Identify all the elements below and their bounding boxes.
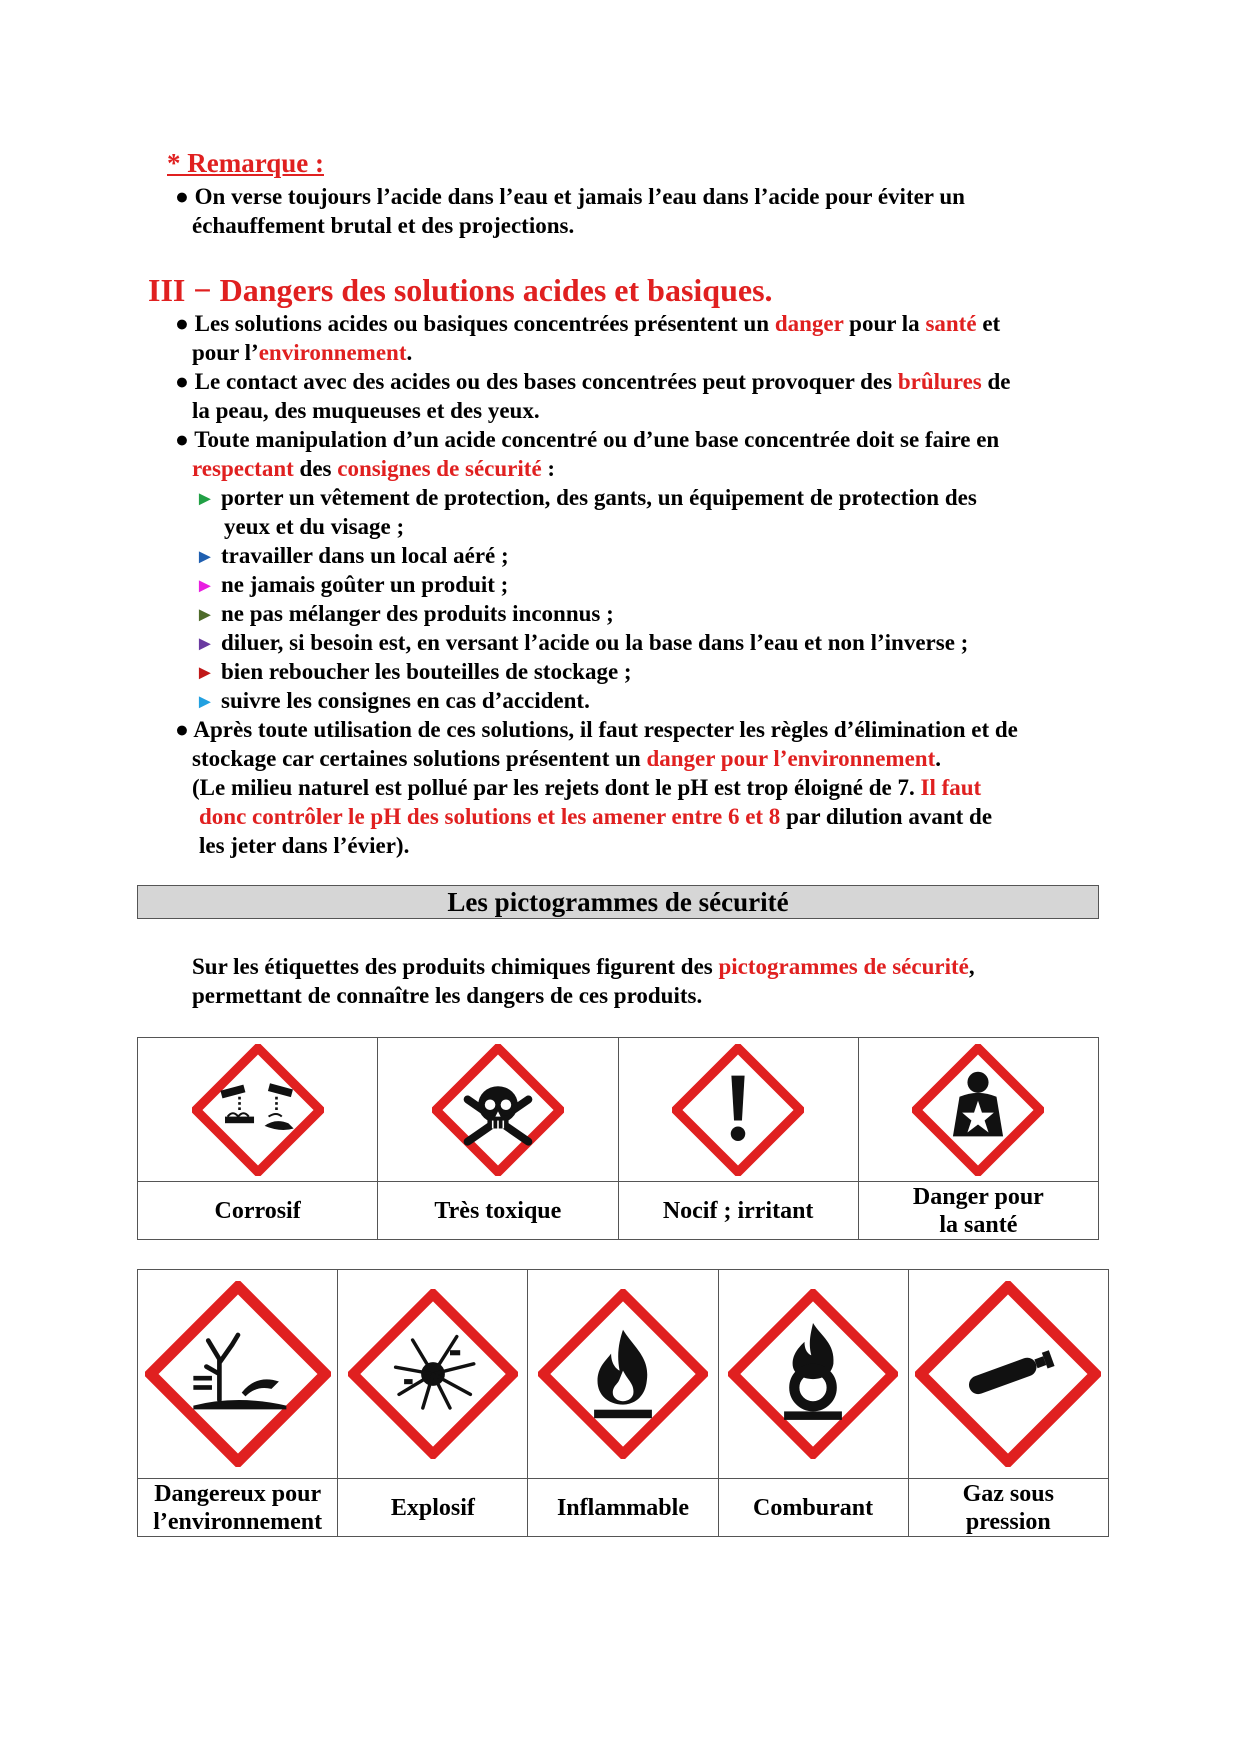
section-title: III − Dangers des solutions acides et basiques.	[148, 272, 773, 308]
arrow-right-icon: ►	[195, 604, 215, 626]
environment-hazard-icon	[145, 1281, 331, 1467]
safety-item-6: ► bien reboucher les bouteilles de stockage ;	[195, 657, 632, 688]
pictos-intro-line-2: permettant de connaître les dangers de ces produits.	[192, 983, 703, 1008]
explosive-icon	[348, 1289, 518, 1459]
para-2-line-2: la peau, des muqueuses et des yeux.	[192, 398, 540, 423]
para-4-line-5: les jeter dans l’évier).	[199, 833, 410, 858]
safety-item-2: ► travailler dans un local aéré ;	[195, 541, 509, 572]
arrow-right-icon: ►	[195, 691, 215, 713]
label-health-danger: Danger pour la santé	[858, 1182, 1098, 1240]
label-oxidizing: Comburant	[718, 1479, 908, 1537]
safety-item-3: ► ne jamais goûter un produit ;	[195, 570, 508, 601]
picto-cell-oxidizing	[718, 1270, 908, 1479]
safety-item-4: ► ne pas mélanger des produits inconnus ;	[195, 599, 614, 630]
para-1-line-1: ● Les solutions acides ou basiques concentrées présentent un danger pour la santé et	[175, 311, 1001, 336]
flame-over-circle-icon	[728, 1289, 898, 1459]
arrow-right-icon: ►	[195, 575, 215, 597]
label-gas-pressure: Gaz sous pression	[908, 1479, 1108, 1537]
para-4-line-2: stockage car certaines solutions présentent un danger pour l’environnement.	[192, 746, 941, 771]
safety-item-1: ► porter un vêtement de protection, des gants, un équipement de protection des	[195, 483, 977, 514]
arrow-right-icon: ►	[195, 546, 215, 568]
label-corrosive: Corrosif	[138, 1182, 378, 1240]
arrow-right-icon: ►	[195, 488, 215, 510]
label-explosive: Explosif	[338, 1479, 528, 1537]
safety-item-7: ► suivre les consignes en cas d’accident.	[195, 686, 590, 717]
picto-cell-harmful	[618, 1038, 858, 1182]
arrow-right-icon: ►	[195, 633, 215, 655]
para-4-line-3: (Le milieu naturel est pollué par les rejets dont le pH est trop éloigné de 7. Il faut	[192, 775, 982, 800]
picto-cell-toxic	[378, 1038, 618, 1182]
picto-cell-flammable	[528, 1270, 718, 1479]
pictogram-table-2	[137, 1269, 1109, 1537]
label-very-toxic: Très toxique	[378, 1182, 618, 1240]
para-2-line-1: ● Le contact avec des acides ou des bases concentrées peut provoquer des brûlures de	[175, 369, 1011, 394]
skull-crossbones-icon	[432, 1044, 564, 1176]
remarque-line-2: échauffement brutal et des projections.	[192, 213, 575, 238]
pictograms-banner: Les pictogrammes de sécurité	[137, 885, 1099, 919]
para-4-line-4: donc contrôler le pH des solutions et les amener entre 6 et 8 par dilution avant de	[199, 804, 993, 829]
picto-cell-corrosive	[138, 1038, 378, 1182]
picto-cell-health	[858, 1038, 1098, 1182]
para-3-line-1: ● Toute manipulation d’un acide concentré ou d’une base concentrée doit se faire en	[175, 427, 1000, 452]
remarque-title: * Remarque :	[167, 148, 324, 178]
remarque-line-1: ● On verse toujours l’acide dans l’eau et jamais l’eau dans l’acide pour éviter un	[175, 184, 965, 209]
para-1-line-2: pour l’environnement.	[192, 340, 413, 365]
picto-cell-explosive	[338, 1270, 528, 1479]
picto-cell-environment	[138, 1270, 338, 1479]
safety-item-5: ► diluer, si besoin est, en versant l’acide ou la base dans l’eau et non l’inverse ;	[195, 628, 968, 659]
para-4-line-1: ● Après toute utilisation de ces solutions, il faut respecter les règles d’élimination et de	[175, 717, 1018, 742]
pictogram-table-1	[137, 1037, 1099, 1240]
corrosive-icon	[192, 1044, 324, 1176]
pictos-intro-line-1: Sur les étiquettes des produits chimiques figurent des pictogrammes de sécurité,	[192, 954, 975, 979]
safety-item-1-cont: yeux et du visage ;	[224, 514, 405, 539]
label-flammable: Inflammable	[528, 1479, 718, 1537]
picto-cell-gas	[908, 1270, 1108, 1479]
arrow-right-icon: ►	[195, 662, 215, 684]
health-hazard-icon	[912, 1044, 1044, 1176]
label-harmful: Nocif ; irritant	[618, 1182, 858, 1240]
para-3-line-2: respectant des consignes de sécurité :	[192, 456, 556, 481]
gas-cylinder-icon	[915, 1281, 1101, 1467]
flame-icon	[538, 1289, 708, 1459]
exclamation-icon	[672, 1044, 804, 1176]
label-environment: Dangereux pour l’environnement	[138, 1479, 338, 1537]
